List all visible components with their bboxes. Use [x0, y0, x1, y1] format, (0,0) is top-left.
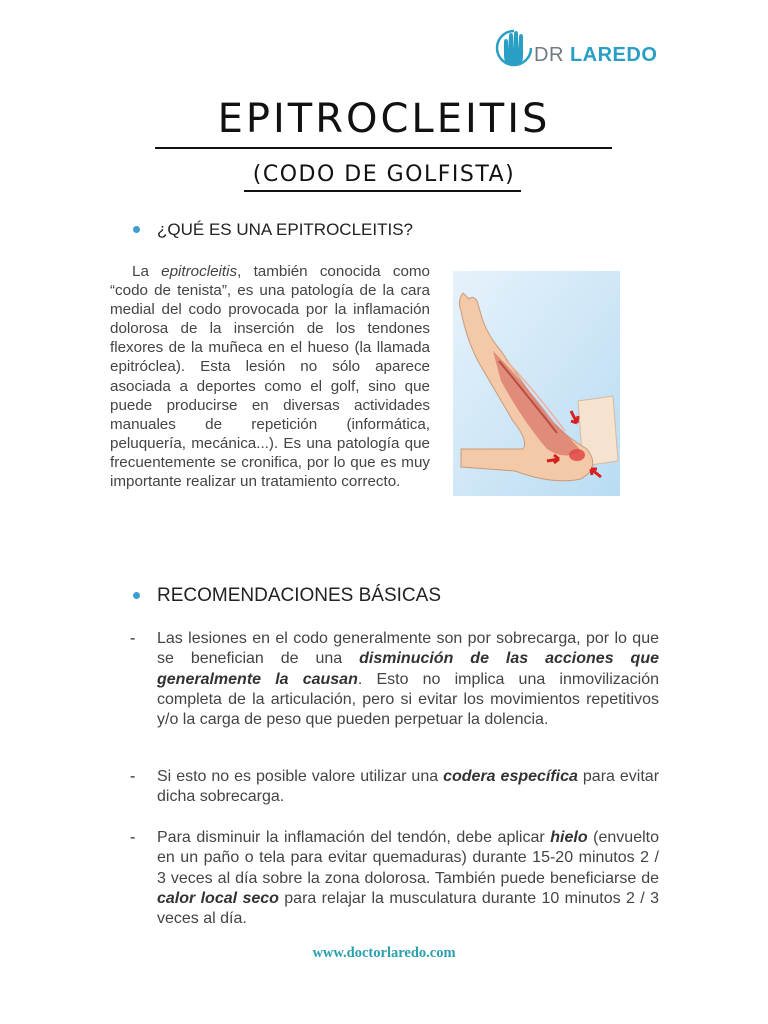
intro-term: epitrocleitis [161, 263, 238, 280]
intro-prefix: La [132, 263, 162, 280]
text: Para disminuir la inflamación del tendón, debe aplicar [157, 829, 551, 846]
logo-dr: DR [534, 44, 564, 66]
list-dash: - [130, 829, 136, 846]
text: . Esto no implica una inmovilización completa de la articulación, pero si evitar los movimientos repetitivos y/o la carga de peso que pueden perpetuar la dolencia. [157, 670, 660, 729]
recommendation-item-1 [157, 629, 659, 730]
list-dash: - [130, 768, 136, 785]
logo-text [534, 44, 657, 67]
text: Si esto no es posible valore utilizar una [157, 768, 444, 785]
section-heading-what-is: ¿QUÉ ES UNA EPITROCLEITIS? [157, 220, 414, 239]
text: para relajar la musculatura durante 10 minutos 2 / 3 veces al día. [157, 889, 659, 928]
emphasis: hielo [550, 829, 588, 846]
logo-brand: LAREDO [569, 44, 658, 66]
emphasis: calor local seco [157, 889, 279, 907]
footer-url[interactable]: www.doctorlaredo.com [312, 945, 456, 961]
emphasis: disminución de las acciones que generalmente la causan [157, 650, 659, 688]
text: para evitar dicha sobrecarga. [157, 768, 660, 806]
recommendation-item-2 [157, 767, 659, 808]
recommendation-item-3 [157, 828, 659, 929]
title-underline [155, 147, 612, 149]
emphasis: codera específica [443, 768, 578, 785]
intro-body: , también conocida como “codo de tenista”, es una patología de la cara medial del codo provocada por la inflamación dolorosa de la inserción de los tendones flexores de la muñeca en el hueso (la llamada epitróclea). Esta lesión no sólo aparece asociada a deportes como el golf, sino que puede producirse en diversas actividades manuales de repetición (informática, peluquería, mecánica...). Es una patología que frecuentemente se cronifica, por lo que es muy importante realizar un tratamiento correcto. [110, 263, 430, 491]
subtitle-underline [244, 190, 521, 192]
list-dash: - [130, 630, 136, 647]
section-heading-recommendations: RECOMENDACIONES BÁSICAS [157, 585, 441, 606]
elbow-illustration [453, 271, 620, 496]
page-title: EPITROCLEITIS [217, 96, 551, 142]
page-subtitle: (CODO DE GOLFISTA) [252, 162, 516, 187]
intro-paragraph [110, 262, 430, 491]
section-bullet [133, 226, 140, 233]
section-bullet [133, 592, 140, 599]
brand-logo [492, 26, 662, 76]
text: Las lesiones en el codo generalmente son por sobrecarga, por lo que se benefician de una [157, 630, 659, 668]
hand-icon [492, 26, 532, 72]
text: (envuelto en un paño o tela para evitar quemaduras) durante 15-20 minutos 2 / 3 veces al día sobre la zona dolorosa. También puede beneficiarse de [157, 829, 660, 887]
